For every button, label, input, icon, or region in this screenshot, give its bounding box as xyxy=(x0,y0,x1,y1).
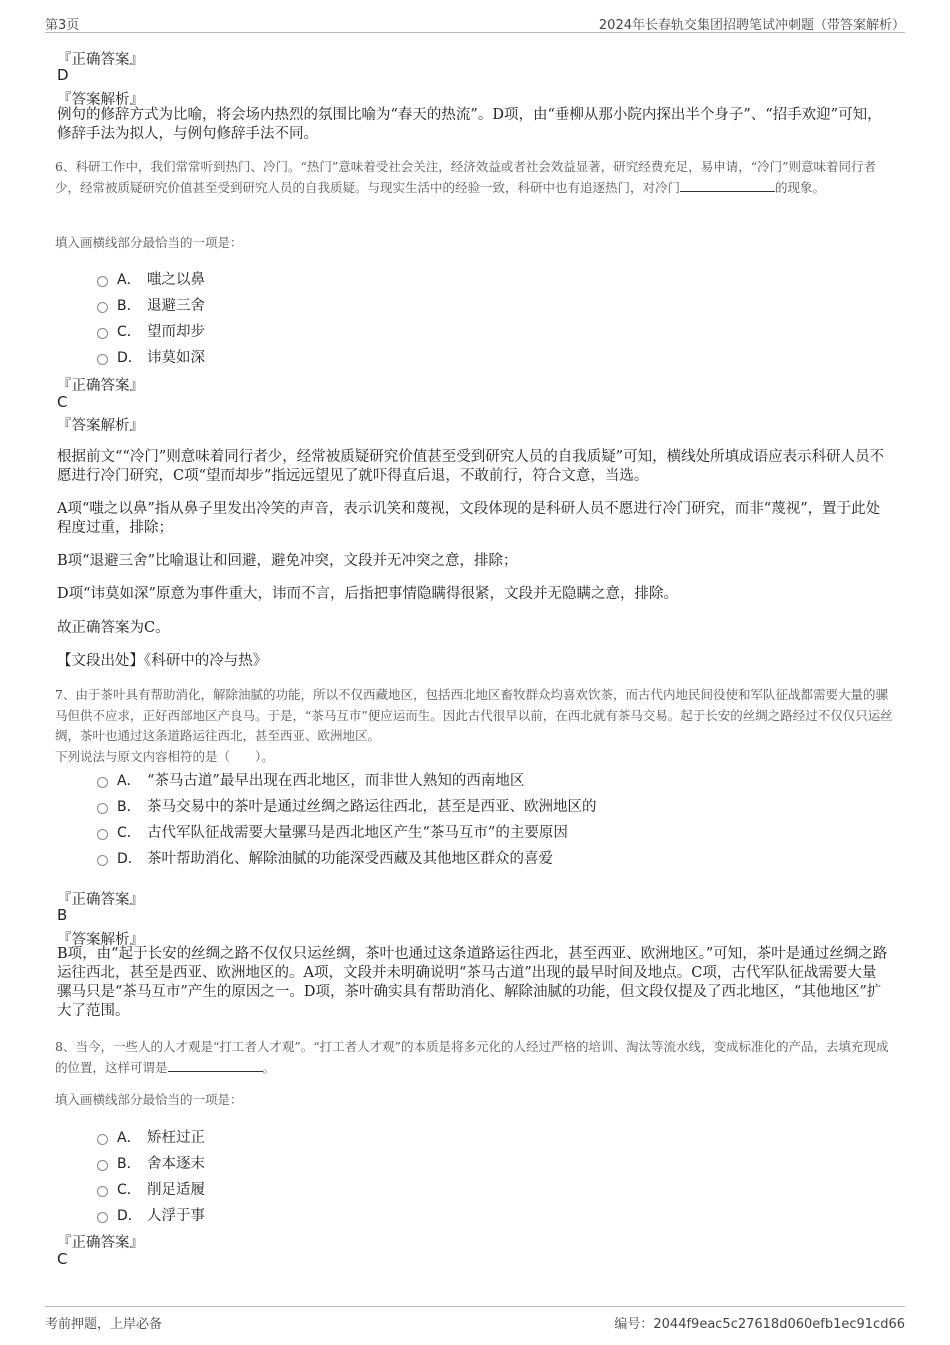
blank-line xyxy=(680,179,775,192)
radio-icon[interactable] xyxy=(97,1160,108,1171)
option-text: 退避三舍 xyxy=(147,298,205,314)
option-b[interactable] xyxy=(97,294,205,315)
option-letter: D． xyxy=(117,1207,142,1224)
option-letter: B． xyxy=(117,1155,141,1172)
option-text: 舍本逐末 xyxy=(147,1156,205,1172)
radio-icon[interactable] xyxy=(97,829,108,840)
analysis-label: 『答案解析』 xyxy=(57,418,144,434)
option-letter: B． xyxy=(117,798,141,815)
correct-answer-value: B xyxy=(57,906,68,924)
option-d[interactable] xyxy=(97,346,205,367)
analysis-paragraph: D项“讳莫如深”原意为事件重大，讳而不言，后指把事情隐瞒得很紧，文段并无隐瞒之意，排除。 xyxy=(57,586,678,602)
page-header xyxy=(45,12,905,33)
option-text: “茶马古道”最早出现在西北地区，而非世人熟知的西南地区 xyxy=(147,773,525,789)
option-d[interactable] xyxy=(97,1204,205,1225)
option-a[interactable] xyxy=(97,268,205,289)
correct-answer-value: C xyxy=(57,1250,68,1268)
correct-answer-label: 『正确答案』 xyxy=(57,52,144,68)
question-prompt: 下列说法与原文内容相符的是（ ）。 xyxy=(55,749,274,764)
correct-answer-value: C xyxy=(57,393,68,411)
radio-icon[interactable] xyxy=(97,354,108,365)
radio-icon[interactable] xyxy=(97,276,108,287)
radio-icon[interactable] xyxy=(97,1212,108,1223)
radio-icon[interactable] xyxy=(97,328,108,339)
option-b[interactable] xyxy=(97,1152,205,1173)
option-text: 矫枉过正 xyxy=(147,1130,205,1146)
option-d[interactable] xyxy=(97,847,553,868)
analysis-label: 『答案解析』 xyxy=(57,932,144,948)
source-citation: 【文段出处】《科研中的冷与热》 xyxy=(57,653,268,669)
radio-icon[interactable] xyxy=(97,302,108,313)
question-stem xyxy=(55,1037,897,1078)
option-letter: A． xyxy=(117,1129,141,1146)
analysis-label: 『答案解析』 xyxy=(57,92,144,108)
option-text: 嗤之以鼻 xyxy=(147,272,205,288)
option-text: 讳莫如深 xyxy=(147,350,205,366)
correct-answer-label: 『正确答案』 xyxy=(57,378,144,394)
analysis-text: 例句的修辞方式为比喻，将会场内热烈的氛围比喻为“春天的热流”。D项，由“垂柳从那小院内探出半个身子”、“招手欢迎”可知，修辞手法为拟人，与例句修辞手法不同。 xyxy=(57,107,882,142)
document-title: 2024年长春轨交集团招聘笔试冲刺题（带答案解析） xyxy=(598,18,905,33)
page-footer xyxy=(45,1306,905,1332)
option-letter: B． xyxy=(117,297,141,314)
option-letter: C． xyxy=(117,323,141,340)
option-letter: A． xyxy=(117,271,141,288)
question-prompt: 填入画横线部分最恰当的一项是： xyxy=(55,1092,243,1107)
analysis-paragraph: A项“嗤之以鼻”指从鼻子里发出冷笑的声音，表示讥笑和蔑视，文段体现的是科研人员不愿进行冷门研究，而非“蔑视”，置于此处程度过重，排除； xyxy=(57,501,881,536)
question-stem-tail: 。 xyxy=(262,1059,276,1075)
correct-answer-value: D xyxy=(57,66,69,84)
analysis-conclusion: 故正确答案为C。 xyxy=(57,620,170,636)
blank-line xyxy=(168,1059,263,1072)
option-text: 古代军队征战需要大量骡马是西北地区产生“茶马互市”的主要原因 xyxy=(147,825,568,841)
option-letter: D． xyxy=(117,349,142,366)
page-number: 第3页 xyxy=(45,18,80,33)
question-stem xyxy=(55,157,897,198)
option-text: 削足适履 xyxy=(147,1182,205,1198)
question-stem-text: 8、当今，一些人的人才观是“打工者人才观”。“打工者人才观”的本质是将多元化的人经过严格的培训、淘汰等流水线，变成标准化的产品，去填充现成的位置，这样可谓是 xyxy=(55,1039,889,1075)
option-text: 望而却步 xyxy=(147,324,205,340)
analysis-text: B项，由“起于长安的丝绸之路不仅仅只运丝绸，茶叶也通过这条道路运往西北，甚至西亚、欧洲地区。”可知，茶叶是通过丝绸之路运往西北，甚至是西亚、欧洲地区的。A项，文段并未明确说明“茶马古道”出现的最早时间及地点。C项，古代军队征战需要大量骡马只是“茶马互市”产生的原因之一。D项，茶叶确实具有帮助消化、解除油腻的功能，但文段仅提及了西北地区，“其他地区”扩大了范围。 xyxy=(57,946,888,1019)
correct-answer-label: 『正确答案』 xyxy=(57,1235,144,1251)
option-text: 茶叶帮助消化、解除油腻的功能深受西藏及其他地区群众的喜爱 xyxy=(147,851,553,867)
option-letter: A． xyxy=(117,772,141,789)
radio-icon[interactable] xyxy=(97,1134,108,1145)
correct-answer-label: 『正确答案』 xyxy=(57,892,144,908)
option-a[interactable] xyxy=(97,1126,205,1147)
footer-slogan: 考前押题，上岸必备 xyxy=(45,1317,163,1332)
option-a[interactable] xyxy=(97,769,524,790)
question-prompt: 填入画横线部分最恰当的一项是： xyxy=(55,235,243,250)
option-letter: C． xyxy=(117,824,141,841)
radio-icon[interactable] xyxy=(97,1186,108,1197)
document-code: 编号：2044f9eac5c27618d060efb1ec91cd66 xyxy=(614,1317,905,1332)
radio-icon[interactable] xyxy=(97,855,108,866)
question-stem-tail: 的现象。 xyxy=(775,179,826,195)
option-c[interactable] xyxy=(97,1178,205,1199)
analysis-paragraph: B项“退避三舍”比喻退让和回避，避免冲突，文段并无冲突之意，排除； xyxy=(57,553,518,569)
option-text: 茶马交易中的茶叶是通过丝绸之路运往西北，甚至是西亚、欧洲地区的 xyxy=(147,799,597,815)
option-b[interactable] xyxy=(97,795,597,816)
option-c[interactable] xyxy=(97,320,205,341)
option-letter: D． xyxy=(117,850,142,867)
option-text: 人浮于事 xyxy=(147,1208,205,1224)
radio-icon[interactable] xyxy=(97,803,108,814)
option-c[interactable] xyxy=(97,821,568,842)
analysis-paragraph: 根据前文““冷门”则意味着同行者少，经常被质疑研究价值甚至受到研究人员的自我质疑”可知，横线处所填成语应表示科研人员不愿进行冷门研究，C项“望而却步”指远远望见了就吓得直后退，不敢前行，符合文意，当选。 xyxy=(57,449,885,484)
question-stem-text: 6、科研工作中，我们常常听到热门、冷门。“热门”意味着受社会关注，经济效益或者社会效益显著，研究经费充足，易申请，“冷门”则意味着同行者少，经常被质疑研究价值甚至受到研究人员的自我质疑。与现实生活中的经验一致，科研中也有追逐热门，对冷门 xyxy=(55,159,877,195)
radio-icon[interactable] xyxy=(97,777,108,788)
question-stem: 7、由于茶叶具有帮助消化，解除油腻的功能，所以不仅西藏地区，包括西北地区畜牧群众均喜欢饮茶，而古代内地民间役使和军队征战都需要大量的骡马但供不应求，正好西部地区产良马。于是，“茶马互市”便应运而生。因此古代很早以前，在西北就有茶马交易。起于长安的丝绸之路经过不仅仅只运丝绸，茶叶也通过这条道路运往西北，甚至西亚、欧洲地区。 xyxy=(55,687,893,743)
option-letter: C． xyxy=(117,1181,141,1198)
